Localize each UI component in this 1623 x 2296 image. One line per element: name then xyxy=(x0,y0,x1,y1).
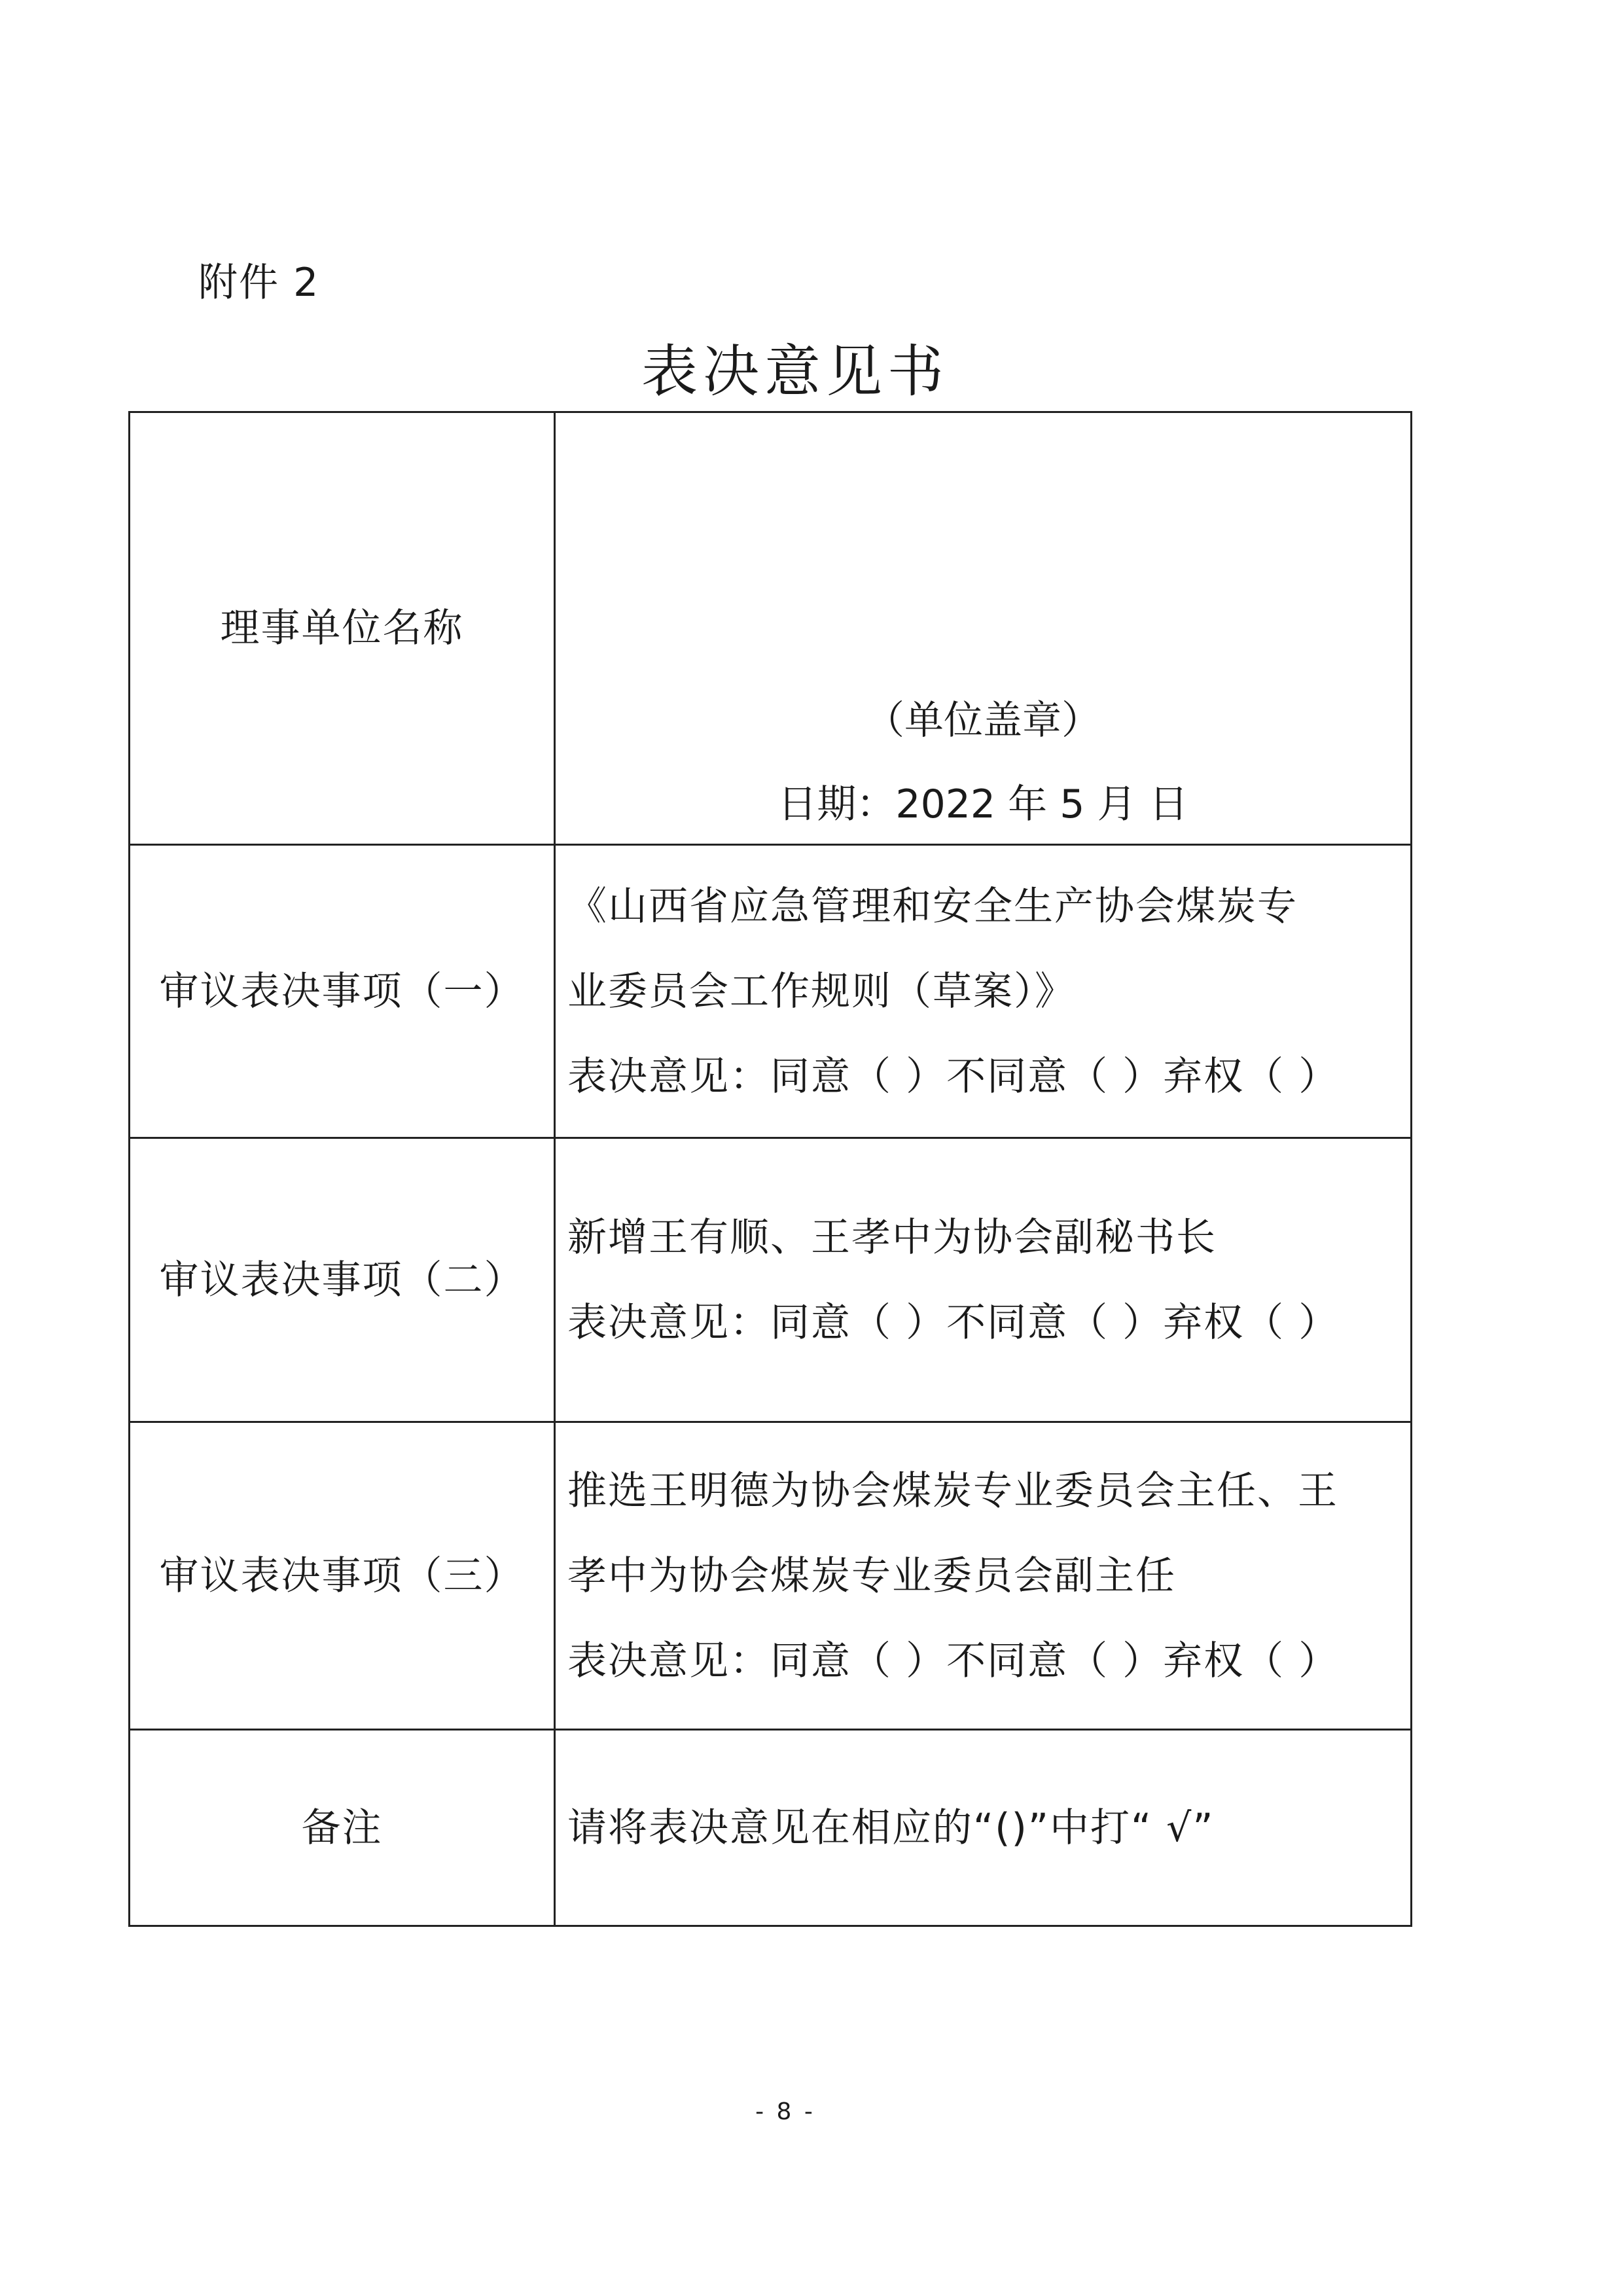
item-2-line-1: 新增王有顺、王孝中为协会副秘书长 xyxy=(567,1214,1217,1261)
unit-stamp-area xyxy=(556,413,1410,844)
remarks-row xyxy=(130,1730,1412,1926)
item-row-2 xyxy=(130,1138,1412,1422)
item-row-3 xyxy=(130,1422,1412,1730)
stamp-note: （单位盖章） xyxy=(865,698,1101,744)
item-1-vote-options[interactable]: 表决意见：同意（ ）不同意（ ）弃权（ ） xyxy=(567,1053,1340,1100)
remarks-text: 请将表决意见在相应的“()”中打“ √” xyxy=(555,1730,1412,1926)
resolution-form-table xyxy=(128,411,1412,1927)
item-1-line-2: 业委员会工作规则（草案）》 xyxy=(567,968,1075,1014)
item-3-content xyxy=(555,1422,1412,1730)
remarks-label: 备注 xyxy=(130,1730,555,1926)
unit-name-label: 理事单位名称 xyxy=(130,412,555,845)
item-3-line-1: 推选王明德为协会煤炭专业委员会主任、王 xyxy=(567,1467,1338,1514)
unit-name-field[interactable] xyxy=(555,412,1412,845)
item-1-label: 审议表决事项（一） xyxy=(130,845,555,1138)
document-title: 表决意见书 xyxy=(641,339,949,404)
item-row-1 xyxy=(130,845,1412,1138)
item-3-vote-options[interactable]: 表决意见：同意（ ）不同意（ ）弃权（ ） xyxy=(567,1638,1340,1684)
item-2-content xyxy=(555,1138,1412,1422)
item-1-content xyxy=(555,845,1412,1138)
unit-row xyxy=(130,412,1412,845)
date-line: 日期：2022 年 5 月 日 xyxy=(777,781,1188,827)
page-number: - 8 - xyxy=(755,2098,815,2125)
item-2-label: 审议表决事项（二） xyxy=(130,1138,555,1422)
item-3-label: 审议表决事项（三） xyxy=(130,1422,555,1730)
item-1-line-1: 《山西省应急管理和安全生产协会煤炭专 xyxy=(567,883,1298,929)
item-2-vote-options[interactable]: 表决意见：同意（ ）不同意（ ）弃权（ ） xyxy=(567,1299,1340,1346)
item-3-line-2: 孝中为协会煤炭专业委员会副主任 xyxy=(567,1552,1176,1599)
attachment-label: 附件 2 xyxy=(198,260,320,306)
